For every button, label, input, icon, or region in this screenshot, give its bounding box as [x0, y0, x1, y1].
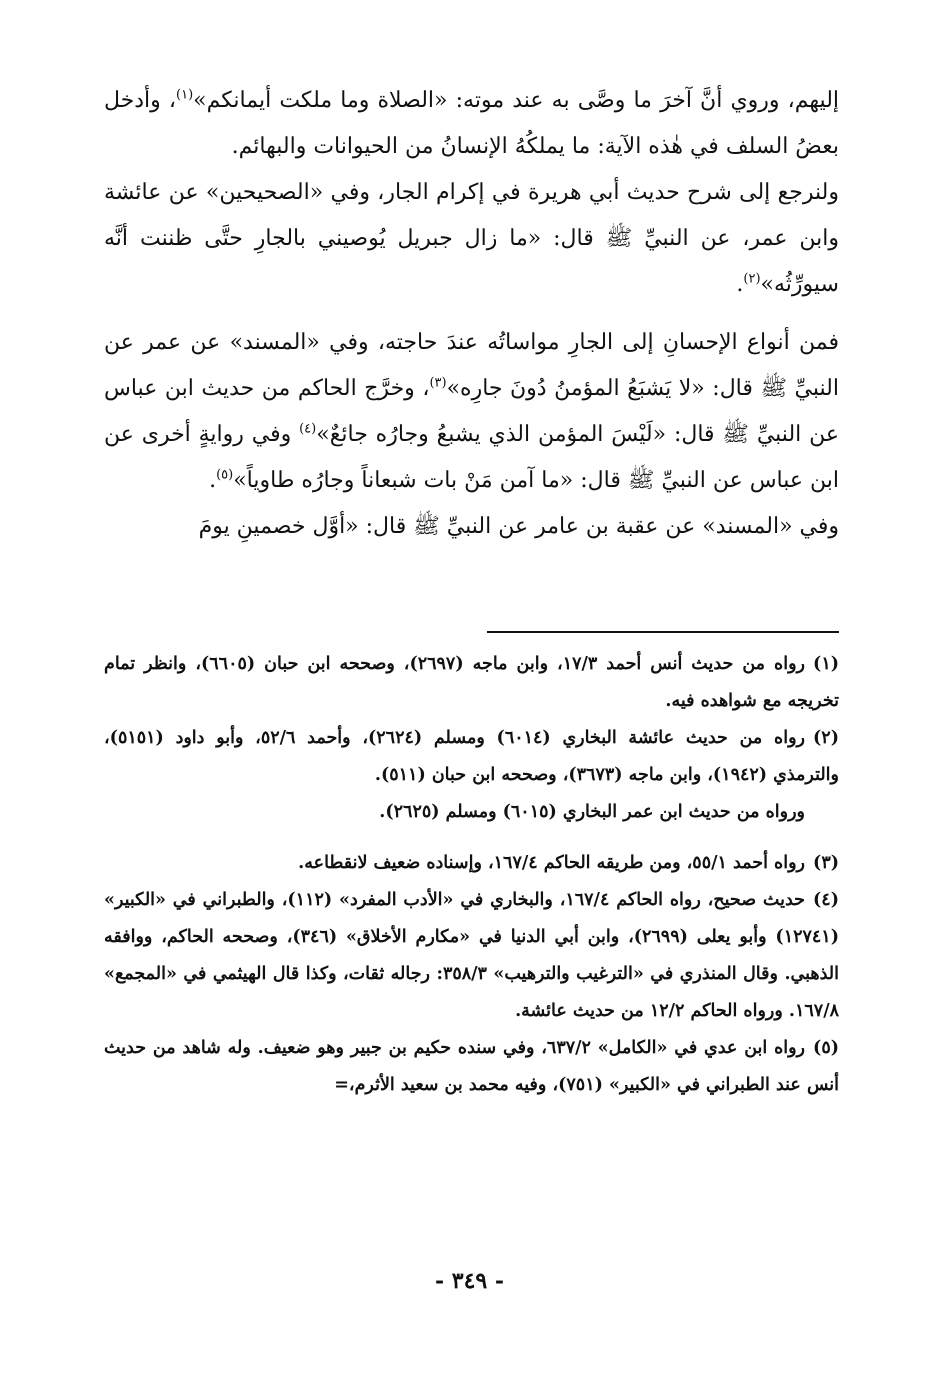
- paragraph-3: [104, 320, 839, 504]
- paragraph-3-text-a: فمن أنواع الإحسانِ إلى الجارِ مواساتُه عندَ حاجته، وفي «المسند» عن عمر عن النبيِّ ﷺ قال: «لا يَشبَعُ المؤمنُ دُونَ جارِه»: [104, 330, 839, 401]
- paragraph-3-text-b: ، وخرَّج الحاكم من حديث ابن عباس عن النبيِّ ﷺ قال: «لَيْسَ المؤمن الذي يشبعُ وجارُه جائعٌ»: [104, 376, 839, 447]
- footnote-ref-4: (٤): [299, 421, 317, 437]
- footnote-ref-2: (٢): [743, 271, 761, 287]
- paragraph-1-text-b: ، وأدخل بعضُ السلف في هٰذه الآية: ما يملكُهُ الإنسانُ من الحيوانات والبهائم.: [104, 88, 839, 159]
- footnote-1-text: رواه من حديث أنس أحمد ١٧/٣، وابن ماجه (٢٦٩٧)، وصححه ابن حبان (٦٦٠٥)، وانظر تمام تخريجه مع شواهده فيه.: [104, 654, 839, 711]
- paragraph-3-text-d: .: [209, 468, 217, 493]
- paragraph-2-text-a: ولنرجع إلى شرح حديث أبي هريرة في إكرام الجار، وفي «الصحيحين» عن عائشة وابن عمر، عن النبيِّ ﷺ قال: «ما زال جبريل يُوصيني بالجارِ حتَّى ظننت أنَّه سيورِّثُه»: [104, 180, 839, 297]
- footnote-1-number: (١): [813, 654, 839, 674]
- paragraph-2-text-b: .: [736, 272, 744, 297]
- main-text-block: [104, 78, 839, 550]
- footnote-3-text: رواه أحمد ٥٥/١، ومن طريقه الحاكم ١٦٧/٤، وإسناده ضعيف لانقطاعه.: [298, 853, 805, 873]
- paragraph-4-text-a: وفي «المسند» عن عقبة بن عامر عن النبيِّ ﷺ قال: «أوَّل خصمينِ يومَ: [198, 514, 839, 539]
- footnote-ref-1: (١): [176, 87, 194, 103]
- footnote-3: [104, 845, 839, 882]
- footnote-4-text: حديث صحيح، رواه الحاكم ١٦٧/٤، والبخاري في «الأدب المفرد» (١١٢)، والطبراني في «الكبير» (١٢٧٤١) وأبو يعلى (٢٦٩٩)، وابن أبي الدنيا في «مكارم الأخلاق» (٣٤٦)، وصححه الحاكم، ووافقه الذهبي. وقال المنذري في «الترغيب والترهيب» ٣٥٨/٣: رجاله ثقات، وكذا قال الهيثمي في «المجمع» ١٦٧/٨. ورواه الحاكم ١٢/٢ من حديث عائشة.: [104, 890, 840, 1021]
- footnote-4: [104, 882, 839, 1030]
- footnote-2-text: رواه من حديث عائشة البخاري (٦٠١٤) ومسلم (٢٦٢٤)، وأحمد ٥٢/٦، وأبو داود (٥١٥١)، والترمذي (١٩٤٢)، وابن ماجه (٣٦٧٣)، وصححه ابن حبان (٥١١).: [104, 728, 839, 785]
- footnote-5: [104, 1030, 839, 1104]
- footnote-5-text: رواه ابن عدي في «الكامل» ٦٣٧/٢، وفي سنده حكيم بن جبير وهو ضعيف. وله شاهد من حديث أنس عند الطبراني في «الكبير» (٧٥١)، وفيه محمد بن سعيد الأثرم،=: [104, 1038, 839, 1095]
- footnotes-block: [104, 646, 839, 1104]
- paragraph-4: [104, 504, 839, 550]
- page-number: - ٣٤٩ -: [434, 1268, 505, 1294]
- footnote-ref-3: (٣): [429, 375, 447, 391]
- footnote-ref-5: (٥): [216, 467, 234, 483]
- paragraph-3-text-c: وفي روايةٍ أخرى عن ابن عباس عن النبيِّ ﷺ قال: «ما آمن مَنْ بات شبعاناً وجارُه طاوياً»: [104, 422, 839, 493]
- footnote-3-number: (٣): [813, 853, 839, 873]
- footnote-4-number: (٤): [813, 890, 839, 910]
- paragraph-1: [104, 78, 839, 170]
- footnote-1: [104, 646, 839, 720]
- footnote-5-number: (٥): [813, 1038, 840, 1058]
- paragraph-2: [104, 170, 839, 308]
- paragraph-1-text-a: إليهم، وروي أنَّ آخرَ ما وصَّى به عند موته: «الصلاة وما ملكت أيمانكم»: [193, 88, 840, 113]
- footnote-separator: [487, 631, 839, 633]
- footnote-2-number: (٢): [813, 728, 839, 748]
- footnote-2-continuation: ورواه من حديث ابن عمر البخاري (٦٠١٥) ومسلم (٢٦٢٥).: [379, 802, 805, 822]
- footnote-2: [104, 720, 839, 831]
